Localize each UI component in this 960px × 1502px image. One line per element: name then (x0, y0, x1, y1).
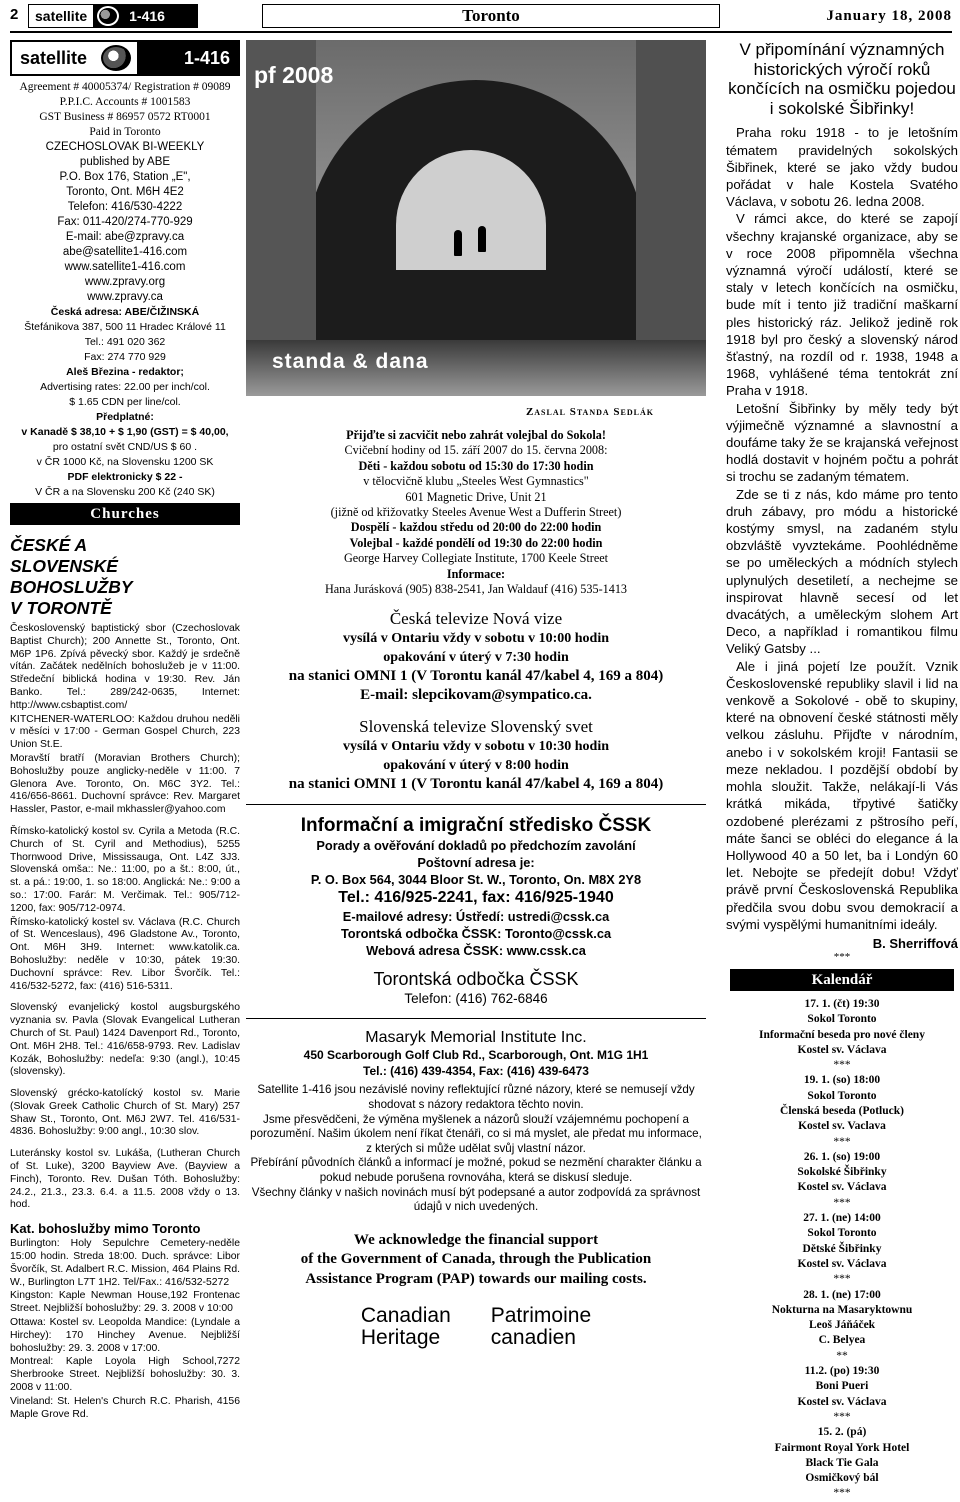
editor: Aleš Březina - redaktor; (66, 366, 184, 378)
email-link[interactable]: E-mail: abe@zpravy.ca (65, 231, 185, 243)
czech-address: Fax: 274 770 929 (84, 351, 166, 363)
imprint-line: published by ABE (79, 156, 171, 168)
calendar-event-line: Osmičkový bál (805, 1472, 879, 1485)
heritage-fr-line: canadien (490, 1326, 576, 1350)
website-link[interactable]: www.satellite1-416.com (64, 261, 186, 273)
statement: Přebírání původních článků a informací je možné, pokud se nezmění charakter článku a pokud nebude porušena rovnováha, která se diskusí sleduje. (250, 1156, 702, 1185)
czech-address: Česká adresa: ABE/ČIŽINSKÁ (50, 306, 200, 318)
calendar-list (726, 997, 958, 1502)
church-listing: Slovenský evanjelický kostol augsburgského vyznania sv. Pavla (Slovak Evangelical Lutheran Church of St. Paul) 1424 Davenport Rd., Toronto, Ont. M6H 2H8. Tel.: 416/658-9793. Rev. Ladislav Kozák, Bohoslužby: nedeľa: 9:30 (angl.), 10:45 (slovensky). (10, 1002, 240, 1078)
subscription-price: PDF elektronicky $ 22 - (67, 471, 183, 483)
subscription-label: Předplatné: (96, 411, 154, 423)
calendar-date: 15. 2. (pá) (817, 1426, 867, 1439)
imprint-line: GST Business # 86957 0572 RT0001 (39, 111, 211, 123)
tv-cz-line: vysílá v Ontariu vždy v sobotu v 10:00 hodin (342, 631, 610, 647)
calendar-date: 26. 1. (so) 19:00 (803, 1150, 881, 1163)
church-listing: Luteránsky kostol sv. Lukáša, (Lutheran Church of St. Luke), 3200 Bayview Ave. (Bayview a Finch), Toronto. Rev. Dušan Tóth. Bohoslužby: 24.2., 21.3., 23.3. 6.4. a 11.5. 2008 vždy o 13. hod. (10, 1148, 240, 1211)
calendar-event-line: C. Belyea (818, 1334, 866, 1347)
calendar-event-line: Boni Pueri (815, 1380, 869, 1393)
churches-header: Churches (10, 503, 240, 525)
calendar-event-line: Leoš Jáňáček (808, 1319, 876, 1332)
masthead-logo (10, 40, 240, 76)
article-paragraph: Letošní Šibřinky by měly tedy být výjimečně významné a slavnostní a doufáme taky že se krajanská veřejnost hodlá dostavit v hojném počtu a pohrát si trochu se zadaným tématem. (726, 400, 958, 485)
churches-title-line: SLOVENSKÉ (10, 556, 118, 576)
calendar-event-line: Sokol Toronto (807, 1089, 877, 1102)
tv-sk-title: Slovenská televize Slovenský svet (359, 717, 593, 737)
church-listing: KITCHENER-WATERLOO: Každou druhou neděli v měsíci v 17:00 - German Gospel Church, 223 Union St.E. (10, 713, 240, 751)
sokol-line: Informace: (446, 566, 506, 581)
calendar-date: 19. 1. (so) 18:00 (803, 1074, 881, 1087)
article-paragraph: Praha roku 1918 - to je letošním tématem pravidelných sokolských Šibřinek, které se jako vždy budou pořádat v hale Kostela Svatého Václava, v sobotu 26. ledna 2008. (726, 125, 958, 210)
sokol-notice (246, 428, 706, 597)
tv-cz-title: Česká televize Nová vize (389, 609, 563, 629)
sokol-line: v tělocvičně klubu „Steeles West Gymnastics" (363, 474, 589, 489)
pf-photo (246, 40, 706, 396)
imprint-line: Fax: 011-420/274-770-929 (57, 216, 193, 228)
sokol-line: Hana Jurásková (905) 838-2541, Jan Waldauf (416) 535-1413 (324, 582, 628, 597)
calendar-separator: ** (836, 1349, 848, 1362)
calendar-separator: *** (833, 1059, 851, 1072)
email-link[interactable]: abe@satellite1-416.com (62, 246, 188, 258)
calendar-event-line: Nokturna na Masaryktownu (771, 1303, 913, 1316)
outside-listing: Montreal: Kaple Loyola High School,7272 Sherbrooke Street. Nejbližší bohoslužby: 30. 3. 2008 v 11:00. (10, 1356, 240, 1394)
separator-stars: *** (833, 950, 851, 963)
masaryk-phone: Tel.: (416) 439-4354, Fax: (416) 439-6473 (363, 1064, 589, 1079)
website-link[interactable]: www.zpravy.ca (87, 291, 163, 303)
cssk-line: Porady a ověřování dokladů po předchozím zavolání (316, 838, 636, 854)
church-listing: Římsko-katolický kostel sv. Václava (R.C. Church of St. Wenceslaus), 496 Gladstone Av., Toronto, Ont. M6H 3H9. Internet: www.katolik.ca. Bohoslužby: neděle v 10:30, pátek 19:30. Duchovní správce: Rev. Libor Švorčík. Tel.: 416/532-5272, fax: (416) 516-5311. (10, 916, 240, 992)
globe-icon (97, 6, 119, 26)
sokol-line: George Harvey Collegiate Institute, 1700 Keele Street (343, 551, 609, 566)
divider (246, 804, 706, 805)
sokol-line: (jižně od křižovatky Steeles Avenue West a Dufferin Street) (330, 505, 622, 520)
sokol-line: Dospělí - každou středu od 20:00 do 22:00 hodin (350, 520, 602, 535)
left-column (10, 40, 240, 1422)
cssk-email[interactable]: E-mailové adresy: Ústředí: ustredi@cssk.ca (342, 909, 610, 925)
calendar-separator: *** (833, 1487, 851, 1500)
masthead-number: 1-416 (137, 42, 238, 74)
photo-caption: Zaslal Standa Sedlák (525, 406, 654, 418)
section-title: Toronto (262, 4, 720, 28)
church-listing: Moravští bratří (Moravian Brothers Church); Bohoslužby pouze anglicky-neděle v 11:00. 7 Glenora Ave. Toronto, On. M6C 3Y2. Tel.: 416/656-8661. Duchovní správce: Rev. Margaret Hassler, Pastor, e-mail mkhassler@yahoo.com (10, 752, 240, 816)
churches-title-line: V TORONTĚ (10, 598, 112, 618)
calendar-separator: *** (833, 1410, 851, 1423)
issue-date: January 18, 2008 (826, 8, 952, 24)
calendar-event-line: Sokol Toronto (807, 1227, 877, 1240)
outside-listing: Ottawa: Kostel sv. Leopolda Mandice: (Lyndale a Hirchey): 170 Hinchey Avenue. Nejbližší bohoslužby: 29. 3. 2008 v 17:00. (10, 1317, 240, 1354)
calendar-event-line: Kostel sv. Václava (797, 1257, 887, 1270)
cssk-line: P. O. Box 564, 3044 Bloor St. W., Toronto, On. M8X 2Y8 (310, 872, 642, 888)
article-paragraph: V rámci akce, do které se zapojí všechny krajanské organizace, aby se v roce 2008 připomněla všechna významná výročí událostí, které se staly v letech končících na osmičku, bude mít i tento již tradiční maškarní ples historický ráz. Jelikož jedině rok 1918 byl pro český a slovenský národ šťastný, na rozdíl od r. 1938, 1948 a 1968, vyhlášené téma tentokrát zní Praha v 1918. (726, 211, 958, 399)
photo-figure (454, 230, 462, 256)
globe-icon (101, 45, 131, 71)
calendar-event-line: Sokolské Šibřinky (797, 1166, 887, 1179)
calendar-separator: *** (833, 1273, 851, 1286)
sokol-line: 601 Magnetic Drive, Unit 21 (405, 489, 547, 504)
subscription-price: V ČR a na Slovensku 200 Kč (240 SK) (35, 486, 215, 498)
page-number: 2 (10, 6, 19, 23)
sokol-line: Volejbal - každé pondělí od 19:30 do 22:00 hodin (349, 535, 603, 550)
statement: Jsme přesvědčeni, že výměna myšlenek a názorů slouží vzájemnému pochopení a porozumění. Našim úkolem není říkat čtenáři, co si má myslet, ale předat mu informace, z kterých si může udělat svůj vlastní názor. (250, 1112, 702, 1155)
article-headline: V připomínání významných historických výročí roků končících na osmičku pojedou i sokolské Šibřinky! (728, 40, 956, 118)
calendar-date: 28. 1. (ne) 17:00 (803, 1288, 881, 1301)
advertising-rates: $ 1.65 CDN per line/col. (69, 396, 181, 408)
imprint (10, 80, 240, 500)
middle-column (246, 40, 706, 1349)
masthead-word: satellite (12, 48, 95, 69)
masaryk-address: 450 Scarborough Golf Club Rd., Scarborough, Ont. M1G 1H1 (303, 1048, 649, 1063)
masthead-number: 1-416 (129, 8, 165, 24)
calendar-separator: *** (833, 1135, 851, 1148)
masaryk-title: Masaryk Memorial Institute Inc. (365, 1029, 587, 1047)
church-listing: Římsko-katolický kostol sv. Cyrila a Metoda (R.C. Church of St. Cyril and Methodius), 5255 Thornwood Drive, Mississauga, Ont. L4Z 3J3. Slovenská omša:: Ne.: 11:00, po a št.: 8:00, út., st. a pá.: 19:00, 1. so 18:00. Anglická: Ne.: 9:00 a so.: 17:00. Farár: M. Verčimak. Tel.: 905/712-1200, fax: 905/712-0974. (10, 825, 240, 914)
czech-address: Štefánikova 387, 500 11 Hradec Králové 11 (24, 321, 226, 333)
church-listing: Slovenský grécko-katolícký kostol sv. Marie (Slovak Greek Catholic Church of St. Mary) 257 Shaw St., Toronto, Ont. M6J 2W7. Tel. 416/531-4836. Bohoslužby: 9:00 angl., 10:30 slov. (10, 1088, 240, 1138)
header-divider (10, 31, 952, 33)
statement: Všechny články v našich novinách musí být podepsané a autor zodpovídá za správnost údajů v nich uvedených. (251, 1185, 701, 1214)
heritage-en-line: Canadian (360, 1304, 451, 1328)
page-header (0, 0, 960, 32)
canadian-heritage-logo (246, 1305, 706, 1349)
sokol-line: Cvičební hodiny od 15. září 2007 do 15. června 2008: (344, 443, 608, 458)
ack-line: Assistance Program (PAP) towards our mailing costs. (305, 1270, 647, 1287)
calendar-event-line: Fairmont Royal York Hotel (774, 1441, 910, 1454)
imprint-line: Telefon: 416/530-4222 (67, 201, 183, 213)
imprint-line: Toronto, Ont. M6H 4E2 (66, 186, 184, 198)
cssk-line: Poštovní adresa je: (417, 855, 535, 871)
churches-title-line: BOHOSLUŽBY (10, 577, 133, 597)
tv-cz-email[interactable]: E-mail: slepcikovam@sympatico.ca. (360, 687, 592, 704)
article-paragraph: Zde se ti z nás, kdo máme pro tento druh zábavy, pro módu a historické kostýmy smysl, na zadaném stylu obzvláště vyvztekáme. Poohlédněme se po uměleckých a módních stylech uplynulých desetiletí, a nechejme se inspirovat hlavně secesí od let dvacátých, a uměleckým slohem Art Deco, a například i romantikou filmu Veliký Gatsby ... (726, 486, 958, 657)
imprint-line: P.P.I.C. Accounts # 1001583 (59, 96, 191, 108)
tv-cz-line: na stanici OMNI 1 (V Torontu kanál 47/kabel 4, 169 a 804) (288, 668, 664, 685)
subscription-price: v ČR 1000 Kč, na Slovensku 1200 SK (36, 456, 214, 468)
calendar-event-line: Kostel sv. Václava (797, 1395, 887, 1408)
imprint-line: Paid in Toronto (89, 126, 161, 138)
cssk-website[interactable]: Webová adresa ČSSK: www.cssk.ca (366, 943, 586, 959)
calendar-event-line: Kostel sv. Václava (797, 1043, 887, 1056)
subscription-price: v Kanadě $ 38,10 + $ 1,90 (GST) = $ 40,00, (21, 426, 229, 438)
calendar-separator: *** (833, 1196, 851, 1209)
churches-title-line: ČESKÉ A (10, 535, 88, 555)
sokol-line: Přijďte si zacvičit nebo zahrát volejbal do Sokola! (346, 428, 606, 442)
photo-text-top: pf 2008 (254, 62, 334, 88)
imprint-line: P.O. Box 176, Station „E", (59, 171, 191, 183)
header-masthead-logo (28, 4, 198, 28)
outside-toronto-title: Kat. bohoslužby mimo Toronto (10, 1221, 201, 1237)
heritage-fr (491, 1305, 591, 1349)
calendar-event-line: Sokol Toronto (807, 1013, 877, 1026)
calendar-date: 17. 1. (čt) 19:30 (804, 997, 880, 1010)
calendar-event-line: Informační beseda pro nové členy (759, 1028, 925, 1041)
cssk-phone: Tel.: 416/925-2241, fax: 416/925-1940 (338, 889, 614, 907)
article-body (726, 124, 958, 933)
calendar-date: 11.2. (po) 19:30 (804, 1365, 880, 1378)
church-listing: Československý baptistický sbor (Czechoslovak Baptist Church); 200 Annette St., Toronto, Ont. M6P 1P6. Zpívá pěvecký sbor. Každý je srdečně vítán. Začátek nedělních bohoslužeb je v 11:00. Středeční biblická hodina v 19:30. Rev. Ján Banko. Tel.: 289/242-0635, Internet: http://www.csbaptist.com/ (10, 623, 240, 711)
divider (246, 1018, 706, 1019)
calendar-header: Kalendář (730, 969, 954, 991)
calendar-date: 27. 1. (ne) 14:00 (803, 1212, 881, 1225)
funding-acknowledgement (246, 1231, 706, 1290)
tv-sk-line: vysílá v Ontariu vždy v sobotu v 10:30 hodin (342, 739, 610, 755)
advertising-rates: Advertising rates: 22.00 per inch/col. (40, 381, 210, 393)
tv-sk-line: na stanici OMNI 1 (V Torontu kanál 47/kabel 4, 169 a 804) (288, 776, 664, 793)
ack-line: of the Government of Canada, through the Publication (300, 1251, 652, 1268)
churches-title (10, 535, 240, 619)
sokol-line: Děti - každou sobotu od 15:30 do 17:30 hodin (358, 458, 594, 473)
calendar-event-line: Dětské Šibřinky (802, 1242, 882, 1255)
imprint-line: CZECHOSLOVAK BI-WEEKLY (45, 141, 205, 153)
calendar-event-line: Kostel sv. Václava (797, 1181, 887, 1194)
tv-sk-line: opakování v úterý v 8:00 hodin (383, 758, 569, 774)
tv-cz-line: opakování v úterý v 7:30 hodin (383, 650, 569, 666)
cssk-title: Informační a imigrační středisko ČSSK (300, 815, 652, 837)
calendar-event-line: Členská beseda (Potluck) (780, 1105, 904, 1117)
branch-title: Torontská odbočka ČSSK (373, 969, 579, 990)
right-column (726, 40, 958, 1502)
calendar-event-line: Kostel sv. Vaclava (798, 1120, 886, 1133)
calendar-event-line: Black Tie Gala (805, 1456, 879, 1469)
article-paragraph: Ale i jiná pojetí lze použít. Vznik Československé republiky slavil i lid na venkově a Sokolové - obě to skupiny, které na obnovení české státnosti měly velkou zásluhu. Přijďte v národním, anebo i v sokolském kroji! Fantasii se meze nekladou. I pozdější období by mohla sloužit. Takže, nelákají-li Vás krátká mikáda, třpytivé šatičky ozdobené plerézami z pštrosího peří, máte šanci se obléci do elegance á la Hollywood 40 a 50 let, ba i Londýn 60 let. Nebojte se předejít dobu! Vždyť právě první Československá Republika předčila svou dobu svou demokracií a svými vyspělými humanitními ideály. (726, 658, 958, 932)
outside-listing: Vineland: St. Helen's Church R.C. Pharish, 4156 Maple Grove Rd. (10, 1395, 240, 1420)
statement: Satellite 1-416 jsou nezávislé noviny reflektující různé názory, které se nemusejí vždy shodovat s názory redaktora těchto novin. (257, 1083, 695, 1112)
website-link[interactable]: www.zpravy.org (84, 276, 166, 288)
article-signature: B. Sherriffová (872, 935, 958, 951)
czech-address: Tel.: 491 020 362 (84, 336, 166, 348)
outside-listing: Burlington: Holy Sepulchre Cemetery-neděle 15:00 hodin. Streda 18:00. Duch. správce: Libor Švorčík, St. Adalbert R.C. Mission, 464 Plains Rd. W., Burlington L7T 1H2. Tel/Fax.: 416/532-5272 (10, 1238, 240, 1288)
subscription-price: pro ostatní svět CND/US $ 60 . (52, 441, 198, 453)
ack-line: We acknowledge the financial support (353, 1231, 599, 1248)
heritage-en (361, 1305, 451, 1349)
photo-figure (478, 226, 486, 252)
heritage-fr-line: Patrimoine (490, 1304, 592, 1328)
branch-phone: Telefon: (416) 762-6846 (404, 991, 548, 1007)
photo-text-bottom: standa & dana (272, 350, 429, 373)
imprint-line: Agreement # 40005374/ Registration # 09089 (19, 81, 231, 93)
cssk-email[interactable]: Torontská odbočka ČSSK: Toronto@cssk.ca (340, 926, 612, 942)
masthead-word: satellite (29, 5, 93, 27)
outside-listing: Kingston: Kaple Newman House,192 Frontenac Street. Nejbližší bohoslužby: 29. 3. 2008 v 10:00 (10, 1290, 240, 1315)
heritage-en-line: Heritage (360, 1326, 441, 1350)
